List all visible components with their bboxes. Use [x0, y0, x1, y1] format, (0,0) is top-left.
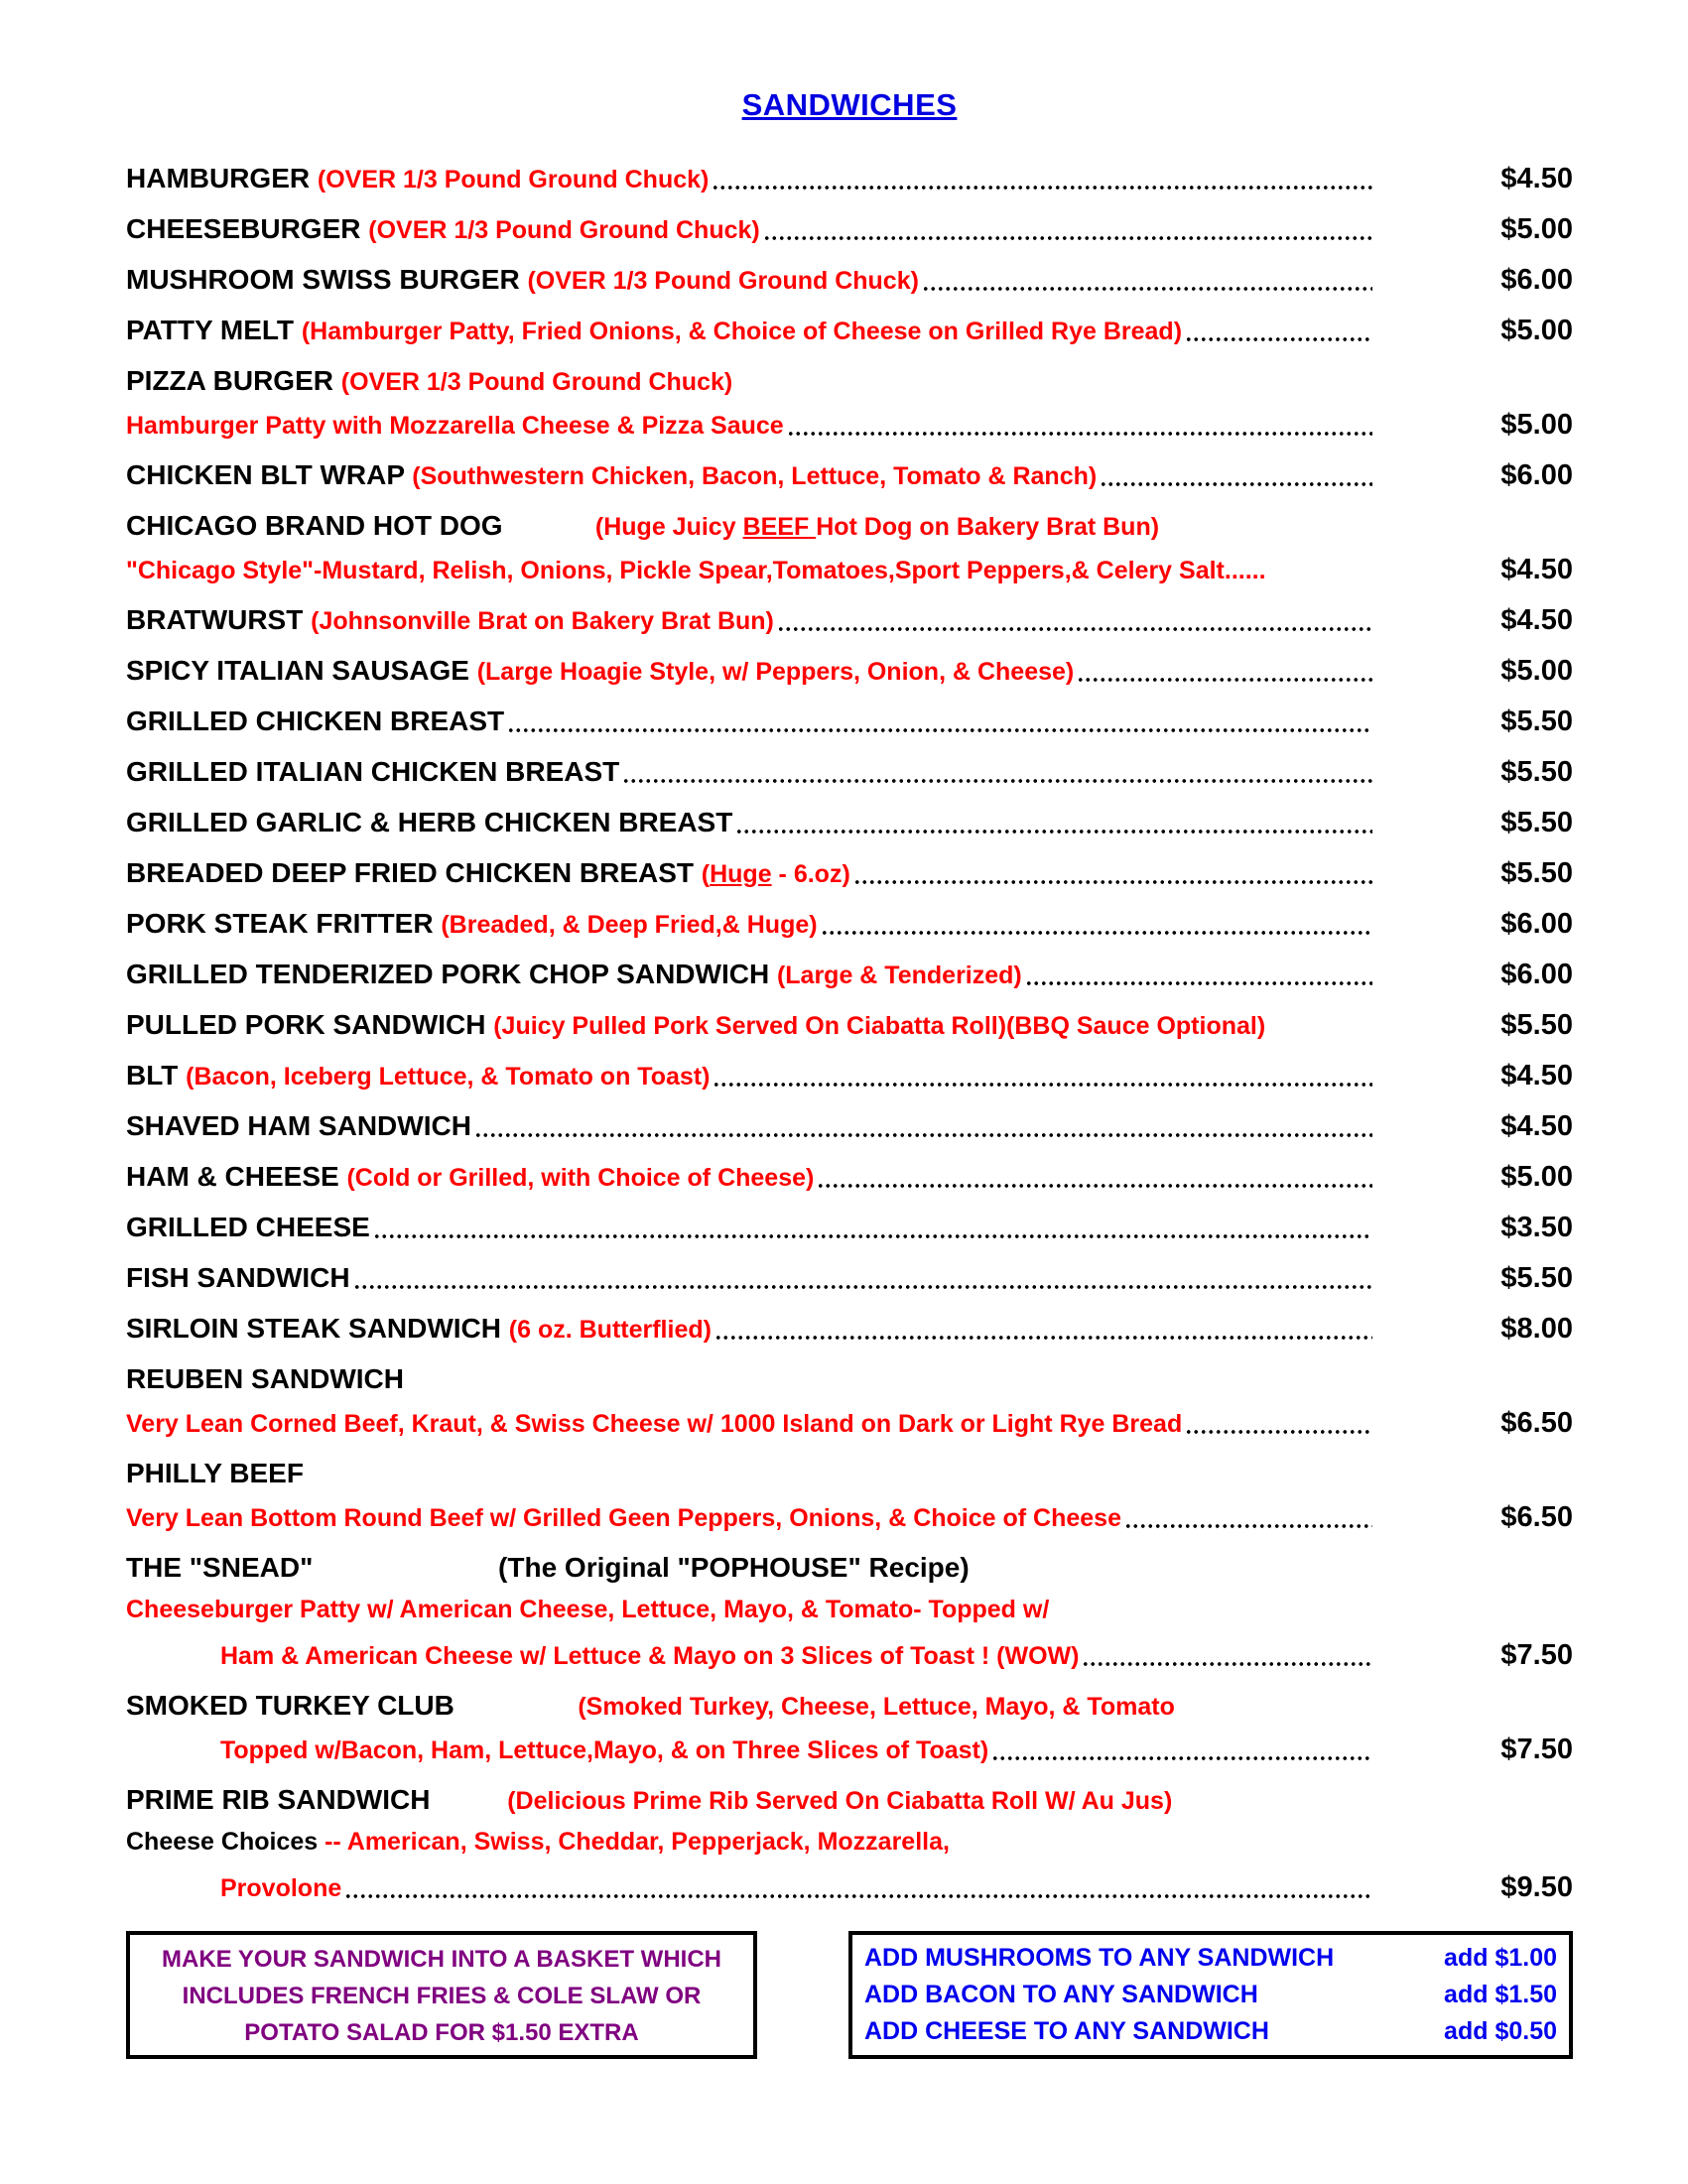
item-name-text: HAMBURGER: [126, 163, 318, 193]
menu-item-line: [126, 1060, 1573, 1093]
item-price: $7.50: [1500, 1639, 1573, 1671]
menu-item-line: [126, 807, 1573, 840]
item-price: $4.50: [1500, 163, 1573, 194]
item-name-text: PULLED PORK SANDWICH: [126, 1009, 494, 1040]
item-description-text: Very Lean Bottom Round Beef w/ Grilled Geen Peppers, Onions, & Choice of Cheese: [126, 1504, 1121, 1532]
item-price: $6.00: [1500, 264, 1573, 296]
menu-item-line: [126, 706, 1573, 739]
menu-item-line: [126, 959, 1573, 992]
dot-leader: [1082, 1659, 1372, 1669]
menu-item-line: [126, 554, 1573, 587]
item-name-text: FISH SANDWICH: [126, 1262, 350, 1293]
basket-offer-line: POTATO SALAD FOR $1.50 EXTRA: [244, 2019, 639, 2046]
menu-item-line: [126, 1313, 1573, 1347]
dot-leader: [344, 1891, 1372, 1901]
item-description-text: (OVER 1/3 Pound Ground Chuck): [317, 166, 710, 193]
item-name-text: BREADED DEEP FRIED CHICKEN BREAST: [126, 857, 702, 888]
page-title: SANDWICHES: [741, 87, 958, 122]
item-description-text: (Smoked Turkey, Cheese, Lettuce, Mayo, & Tomato: [578, 1693, 1175, 1721]
menu-item-line: [126, 1407, 1573, 1441]
menu-item-line: [126, 1110, 1573, 1144]
item-description-text: Ham & American Cheese w/ Lettuce & Mayo on 3 Slices of Toast ! (WOW): [220, 1642, 1080, 1670]
basket-offer-box: [126, 1931, 757, 2059]
dot-leader: [1185, 334, 1372, 344]
item-price: $9.50: [1500, 1871, 1573, 1903]
dot-leader: [821, 928, 1372, 938]
item-name-text: SHAVED HAM SANDWICH: [126, 1110, 471, 1141]
item-name-text: PATTY MELT: [126, 315, 302, 345]
dot-leader: [507, 725, 1372, 735]
menu-list: [126, 163, 1573, 1905]
addon-row: [864, 1982, 1557, 2007]
item-description-text: (Delicious Prime Rib Served On Ciabatta Roll W/ Au Jus): [507, 1787, 1173, 1815]
menu-item-line: [126, 1458, 1573, 1491]
item-price: $6.50: [1500, 1501, 1573, 1533]
item-description-text: (Bacon, Iceberg Lettuce, & Tomato on Toast): [186, 1063, 711, 1091]
dot-leader: [787, 429, 1372, 439]
item-price: $4.50: [1500, 604, 1573, 636]
dot-leader: [922, 284, 1372, 294]
item-price: $5.50: [1500, 706, 1573, 737]
menu-item-line: [126, 1734, 1573, 1767]
dot-leader: [1268, 1029, 1372, 1039]
item-description-text: (Large & Tenderized): [776, 962, 1022, 989]
item-name-text: GRILLED ITALIAN CHICKEN BREAST: [126, 756, 620, 787]
item-description-text: Topped w/Bacon, Ham, Lettuce,Mayo, & on Three Slices of Toast): [220, 1736, 989, 1764]
menu-item-line: [126, 459, 1573, 493]
item-name-text: GRILLED TENDERIZED PORK CHOP SANDWICH: [126, 959, 777, 989]
menu-item-line: [126, 409, 1573, 443]
item-price: $5.50: [1500, 857, 1573, 889]
item-description-text: (: [701, 860, 711, 888]
addon-label: ADD CHEESE TO ANY SANDWICH: [864, 2017, 1269, 2045]
item-description-text: - 6.oz): [771, 860, 850, 888]
menu-item-line: [126, 1639, 1573, 1673]
menu-item-line: [126, 1596, 1573, 1629]
item-price: $5.00: [1500, 409, 1573, 441]
item-name-text: CHICKEN BLT WRAP: [126, 459, 413, 490]
item-description-text: (Hamburger Patty, Fried Onions, & Choice of Cheese on Grilled Rye Bread): [301, 318, 1183, 345]
item-name-text: HAM & CHEESE: [126, 1161, 347, 1192]
item-name-text: PIZZA BURGER: [126, 365, 341, 396]
item-description-text: (Cold or Grilled, with Choice of Cheese): [346, 1164, 815, 1192]
dot-leader: [1269, 574, 1372, 583]
item-name-text: PHILLY BEEF: [126, 1458, 304, 1488]
menu-item-line: [126, 908, 1573, 942]
item-description-text: BEEF: [742, 513, 817, 541]
item-description-text: (Juicy Pulled Pork Served On Ciabatta Roll)(BBQ Sauce Optional): [493, 1012, 1266, 1040]
menu-item-line: [126, 315, 1573, 348]
addon-price: add $0.50: [1444, 2017, 1557, 2045]
item-name-text: (The Original "POPHOUSE" Recipe): [498, 1552, 970, 1583]
dot-leader: [713, 1080, 1372, 1090]
item-description-text: (Johnsonville Brat on Bakery Brat Bun): [311, 607, 774, 635]
addon-row: [864, 1945, 1557, 1971]
addon-label: ADD MUSHROOMS TO ANY SANDWICH: [864, 1944, 1335, 1972]
item-name-text: REUBEN SANDWICH: [126, 1363, 404, 1394]
item-price: $5.00: [1500, 213, 1573, 245]
item-price: $6.00: [1500, 959, 1573, 990]
item-price: $4.50: [1500, 1060, 1573, 1092]
item-price: $5.00: [1500, 655, 1573, 687]
item-name-text: MUSHROOM SWISS BURGER: [126, 264, 528, 295]
item-description-text: (Huge Juicy: [594, 513, 743, 541]
item-price: $6.50: [1500, 1407, 1573, 1439]
dot-leader: [714, 1333, 1372, 1343]
footer-boxes: [126, 1931, 1573, 2059]
dot-leader: [1100, 479, 1372, 489]
item-price: $7.50: [1500, 1734, 1573, 1765]
dot-leader: [763, 233, 1372, 243]
item-price: $6.00: [1500, 908, 1573, 940]
dot-leader: [1124, 1521, 1372, 1531]
item-price: $4.50: [1500, 554, 1573, 585]
item-price: $5.00: [1500, 1161, 1573, 1193]
item-description-text: Provolone: [220, 1874, 342, 1902]
item-description-text: (Large Hoagie Style, w/ Peppers, Onion, & Cheese): [476, 658, 1075, 686]
menu-item-line: [126, 1501, 1573, 1535]
item-description-text: Huge: [710, 860, 772, 888]
menu-item-line: [126, 1871, 1573, 1905]
menu-item-line: [126, 365, 1573, 399]
item-name-text: CHEESEBURGER: [126, 213, 369, 244]
dot-leader: [373, 1231, 1372, 1241]
item-name-text: GRILLED CHICKEN BREAST: [126, 706, 505, 736]
menu-item-line: [126, 163, 1573, 196]
item-name-text: GRILLED GARLIC & HERB CHICKEN BREAST: [126, 807, 733, 837]
menu-item-line: [126, 1363, 1573, 1397]
item-price: $5.50: [1500, 1262, 1573, 1294]
item-name-text: SPICY ITALIAN SAUSAGE: [126, 655, 477, 686]
item-name-text: BRATWURST: [126, 604, 312, 635]
item-description-text: Cheeseburger Patty w/ American Cheese, Lettuce, Mayo, & Tomato- Topped w/: [126, 1596, 1050, 1623]
menu-item-line: [126, 1009, 1573, 1043]
dot-leader: [1185, 1427, 1372, 1437]
menu-item-line: [126, 510, 1573, 544]
dot-leader: [712, 183, 1372, 193]
item-name-text: CHICAGO BRAND HOT DOG: [126, 510, 595, 541]
menu-item-line: [126, 1828, 1573, 1862]
addon-label: ADD BACON TO ANY SANDWICH: [864, 1981, 1258, 2008]
item-description-text: (Southwestern Chicken, Bacon, Lettuce, Tomato & Ranch): [412, 462, 1098, 490]
item-description-text: (6 oz. Butterflied): [508, 1316, 712, 1344]
item-price: $4.50: [1500, 1110, 1573, 1142]
dot-leader: [353, 1282, 1372, 1292]
dot-leader: [853, 877, 1372, 887]
dot-leader: [817, 1181, 1372, 1191]
item-description-text: (OVER 1/3 Pound Ground Chuck): [340, 368, 733, 396]
dot-leader: [735, 827, 1372, 836]
menu-item-line: [126, 1690, 1573, 1724]
dot-leader: [474, 1130, 1372, 1140]
item-name-text: Cheese Choices: [126, 1828, 325, 1856]
menu-item-line: [126, 264, 1573, 298]
dot-leader: [777, 624, 1372, 634]
menu-item-line: [126, 655, 1573, 689]
menu-item-line: [126, 1161, 1573, 1195]
menu-item-line: [126, 1552, 1573, 1586]
basket-offer-line: MAKE YOUR SANDWICH INTO A BASKET WHICH: [162, 1946, 721, 1973]
item-price: $5.50: [1500, 756, 1573, 788]
dot-leader: [1077, 675, 1372, 685]
menu-item-line: [126, 604, 1573, 638]
item-name-text: SIRLOIN STEAK SANDWICH: [126, 1313, 509, 1344]
item-price: $5.50: [1500, 1009, 1573, 1041]
addon-price: add $1.50: [1444, 1981, 1557, 2008]
dot-leader: [622, 776, 1372, 786]
basket-offer-line: INCLUDES FRENCH FRIES & COLE SLAW OR: [182, 1983, 702, 2009]
item-description-text: (OVER 1/3 Pound Ground Chuck): [368, 216, 760, 244]
item-description-text: -- American, Swiss, Cheddar, Pepperjack, Mozzarella,: [325, 1828, 950, 1856]
item-price: $8.00: [1500, 1313, 1573, 1345]
addon-price: add $1.00: [1444, 1944, 1557, 1972]
menu-item-line: [126, 213, 1573, 247]
addon-row: [864, 2018, 1557, 2044]
menu-item-line: [126, 1212, 1573, 1245]
item-price: $6.00: [1500, 459, 1573, 491]
menu-item-line: [126, 857, 1573, 891]
dot-leader: [1025, 978, 1372, 988]
item-description-text: (OVER 1/3 Pound Ground Chuck): [527, 267, 919, 295]
item-description-text: Hot Dog on Bakery Brat Bun): [816, 513, 1160, 541]
item-price: $3.50: [1500, 1212, 1573, 1243]
item-name-text: THE "SNEAD": [126, 1552, 499, 1583]
menu-item-line: [126, 756, 1573, 790]
item-price: $5.50: [1500, 807, 1573, 838]
item-name-text: PORK STEAK FRITTER: [126, 908, 442, 939]
item-name-text: SMOKED TURKEY CLUB: [126, 1690, 579, 1721]
item-description-text: (Breaded, & Deep Fried,& Huge): [441, 911, 818, 939]
dot-leader: [991, 1753, 1372, 1763]
addons-box: [848, 1931, 1573, 2059]
item-name-text: BLT: [126, 1060, 187, 1091]
item-price: $5.00: [1500, 315, 1573, 346]
item-name-text: GRILLED CHEESE: [126, 1212, 370, 1242]
item-description-text: "Chicago Style"-Mustard, Relish, Onions, Pickle Spear,Tomatoes,Sport Peppers,& Celery Salt......: [126, 557, 1266, 584]
menu-item-line: [126, 1262, 1573, 1296]
menu-item-line: [126, 1784, 1573, 1818]
item-name-text: PRIME RIB SANDWICH: [126, 1784, 508, 1815]
item-description-text: Very Lean Corned Beef, Kraut, & Swiss Cheese w/ 1000 Island on Dark or Light Rye Bread: [126, 1410, 1183, 1438]
item-description-text: Hamburger Patty with Mozzarella Cheese & Pizza Sauce: [126, 412, 784, 440]
